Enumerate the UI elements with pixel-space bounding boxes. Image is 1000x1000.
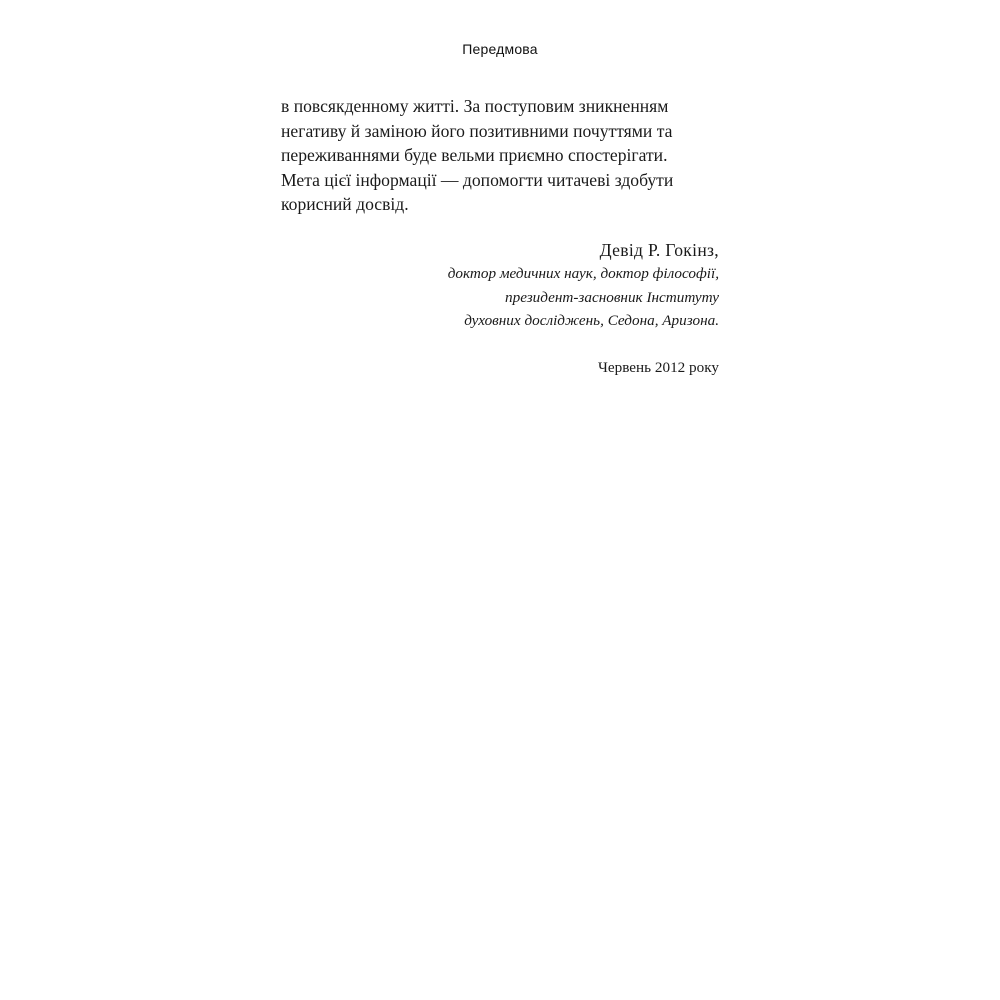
body-line: Мета цієї інформації — допомогти читачеві здобути <box>281 169 674 190</box>
running-head: Передмова <box>462 41 538 57</box>
body-paragraph <box>281 94 721 217</box>
author-name: Девід Р. Гокінз, <box>599 240 719 260</box>
author-title-line: доктор медичних наук, доктор філософії, <box>447 265 719 282</box>
author-title-line: президент-засновник Інституту <box>505 288 719 306</box>
body-line: негативу й заміною його позитивними почуттями та <box>281 120 673 141</box>
body-line: переживаннями буде вельми приємно спостерігати. <box>281 145 668 165</box>
date-line: Червень 2012 року <box>598 359 719 376</box>
signature-block <box>279 238 719 333</box>
body-line: в повсякденному житті. За поступовим зникненням <box>281 96 669 116</box>
body-line: корисний досвід. <box>281 194 409 214</box>
author-title-line: духовних досліджень, Седона, Аризона. <box>464 312 719 329</box>
